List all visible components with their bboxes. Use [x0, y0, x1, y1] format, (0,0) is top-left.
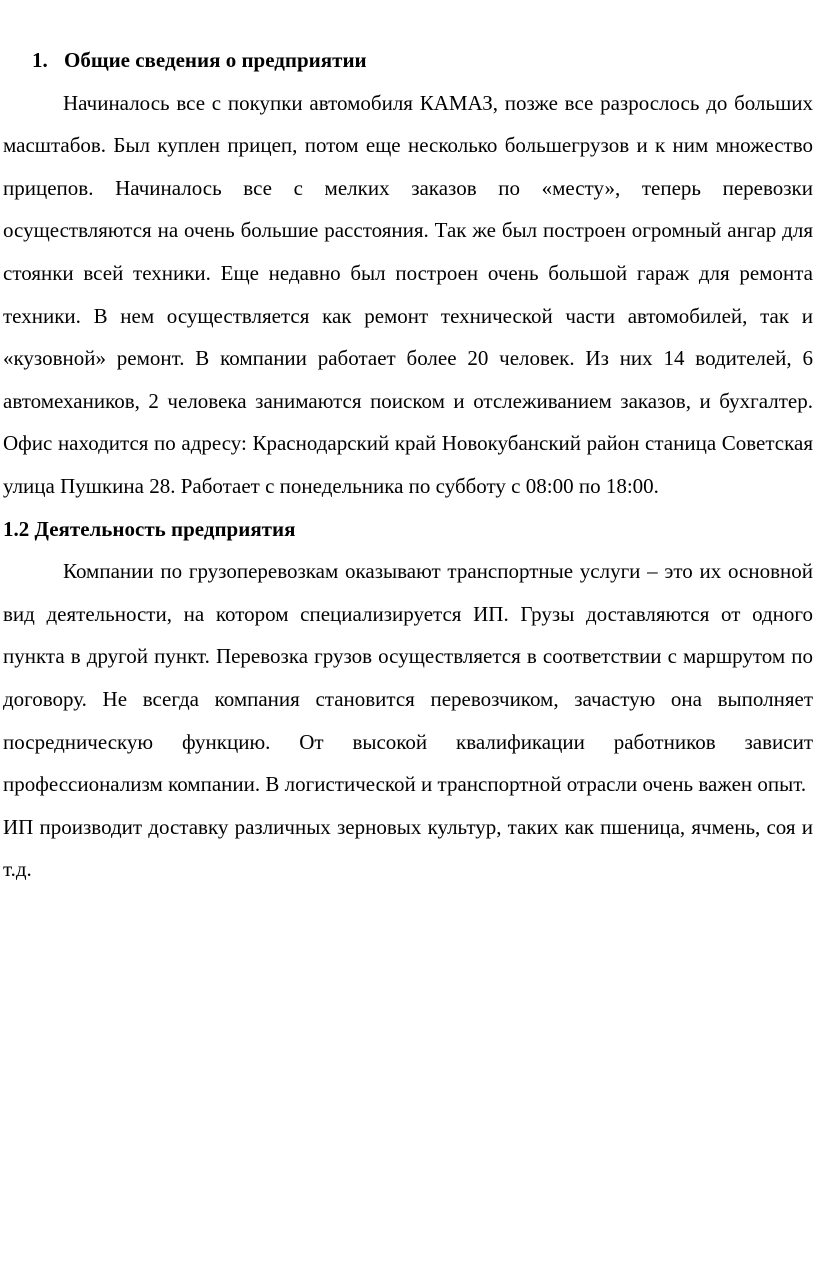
section-2-heading: 1.2 Деятельность предприятия — [3, 516, 296, 541]
section-1-number: 1. — [32, 48, 48, 72]
section-2-paragraph-2: ИП производит доставку различных зерновых культур, таких как пшеница, ячмень, соя и т.д. — [3, 814, 813, 882]
section-1-title: Общие сведения о предприятии — [64, 48, 367, 72]
document-body — [3, 39, 813, 891]
section-2-paragraph-1: Компании по грузоперевозкам оказывают транспортные услуги – это их основной вид деятельности, на котором специализируется ИП. Грузы доставляются от одного пункта в другой пункт. Перевозка грузов осуществляется в соответствии с маршрутом по договору. Не всегда компания становится перевозчиком, зачастую она выполняет посредническую функцию. От высокой квалификации работников зависит профессионализм компании. В логистической и транспортной отрасли очень важен опыт. — [3, 559, 813, 797]
section-1-heading — [3, 39, 813, 82]
section-1-paragraph: Начиналось все с покупки автомобиля КАМАЗ, позже все разрослось до больших масштабов. Был куплен прицеп, потом еще несколько большегрузов и к ним множество прицепов. Начиналось все с мелких заказов по «месту», теперь перевозки осуществляются на очень большие расстояния. Так же был построен огромный ангар для стоянки всей техники. Еще недавно был построен очень большой гараж для ремонта техники. В нем осуществляется как ремонт технической части автомобилей, так и «кузовной» ремонт. В компании работает более 20 человек. Из них 14 водителей, 6 автомехаников, 2 человека занимаются поиском и отслеживанием заказов, и бухгалтер. Офис находится по адресу: Краснодарский край Новокубанский район станица Советская улица Пушкина 28. Работает с понедельника по субботу с 08:00 по 18:00. — [3, 90, 813, 498]
